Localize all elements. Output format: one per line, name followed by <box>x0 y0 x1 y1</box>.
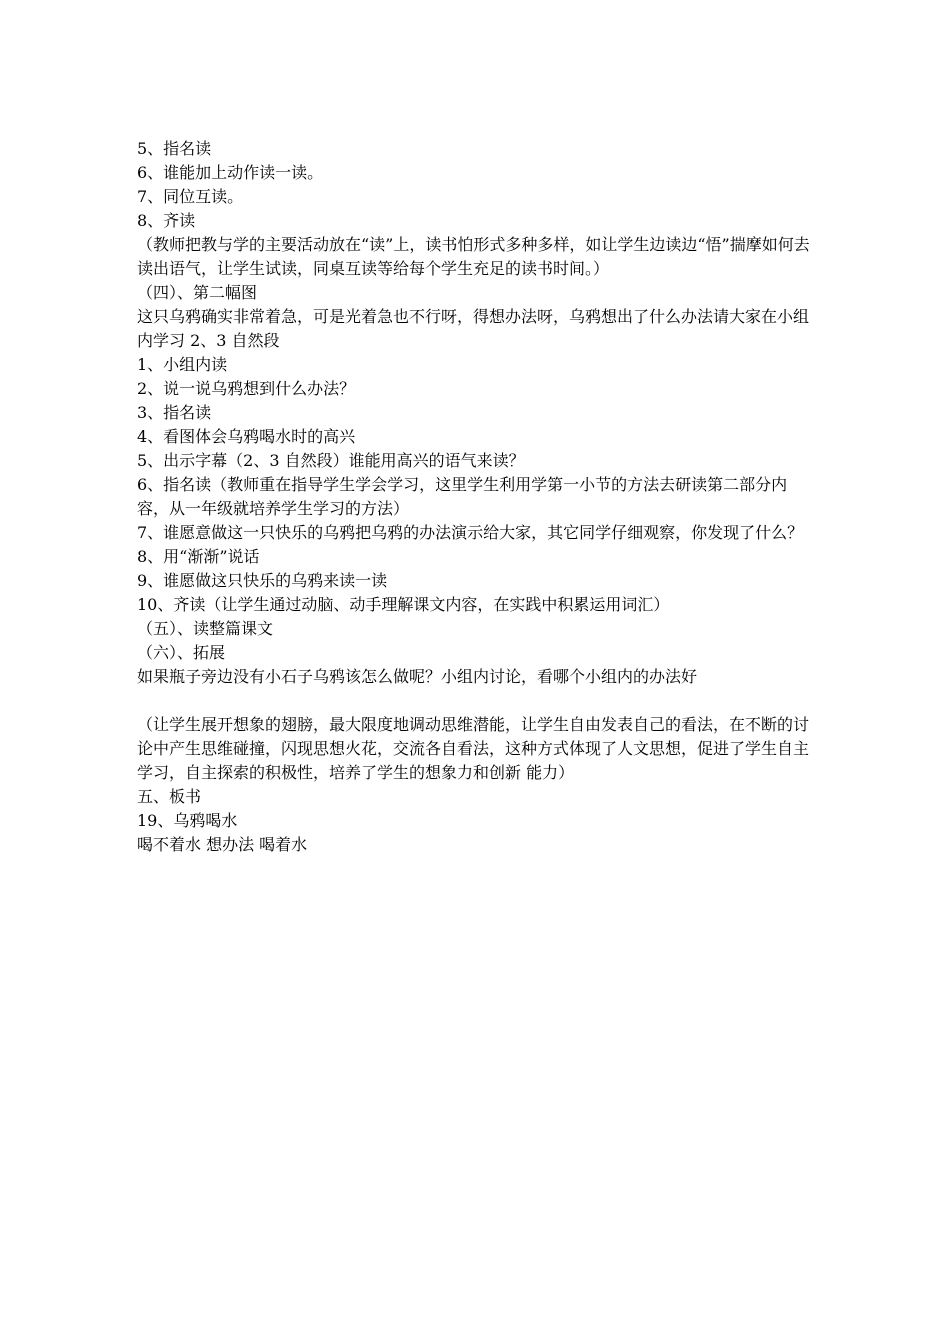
paragraph: 如果瓶子旁边没有小石子乌鸦该怎么做呢？小组内讨论，看哪个小组内的办法好 <box>137 667 698 686</box>
section-heading: （五）、读整篇课文 <box>137 619 274 638</box>
document-body <box>137 137 817 857</box>
list-item: 4、看图体会乌鸦喝水时的高兴 <box>137 427 356 446</box>
paragraph: 这只乌鸦确实非常着急，可是光着急也不行呀，得想办法呀，乌鸦想出了什么办法请大家在小组内学习 2、3 自然段 <box>137 307 810 350</box>
list-item: 5、出示字幕（2、3 自然段）谁能用高兴的语气来读？ <box>137 451 525 470</box>
list-item: 10、齐读（让学生通过动脑、动手理解课文内容，在实践中积累运用词汇） <box>137 595 670 614</box>
list-item: 8、用“渐渐”说话 <box>137 547 260 566</box>
list-item: 9、谁愿做这只快乐的乌鸦来读一读 <box>137 571 388 590</box>
list-item: 7、谁愿意做这一只快乐的乌鸦把乌鸦的办法演示给大家，其它同学仔细观察，你发现了什么？ <box>137 523 804 542</box>
teaching-note: （让学生展开想象的翅膀，最大限度地调动思维潜能，让学生自由发表自己的看法，在不断的讨论中产生思维碰撞，闪现思想火花，交流各自看法，这种方式体现了人文思想，促进了学生自主学习，自主探索的积极性，培养了学生的想象力和创新 能力） <box>137 715 810 782</box>
list-item: 5、指名读 <box>137 139 212 158</box>
section-heading: （六）、拓展 <box>137 643 226 662</box>
list-item: 6、指名读（教师重在指导学生学会学习，这里学生利用学第一小节的方法去研读第二部分内容，从一年级就培养学生学习的方法） <box>137 475 788 518</box>
section-heading: （四）、第二幅图 <box>137 283 258 302</box>
board-title: 19、乌鸦喝水 <box>137 811 238 830</box>
blank-line <box>137 689 817 713</box>
section-heading: 五、板书 <box>137 787 202 806</box>
list-item: 2、说一说乌鸦想到什么办法？ <box>137 379 356 398</box>
list-item: 6、谁能加上动作读一读。 <box>137 163 324 182</box>
list-item: 7、同位互读。 <box>137 187 244 206</box>
board-content: 喝不着水 想办法 喝着水 <box>137 835 308 854</box>
list-item: 3、指名读 <box>137 403 212 422</box>
teaching-note: （教师把教与学的主要活动放在“读”上，读书怕形式多种多样，如让学生边读边“悟”揣摩如何去读出语气，让学生试读，同桌互读等给每个学生充足的读书时间。） <box>137 235 810 278</box>
list-item: 8、齐读 <box>137 211 196 230</box>
list-item: 1、小组内读 <box>137 355 228 374</box>
